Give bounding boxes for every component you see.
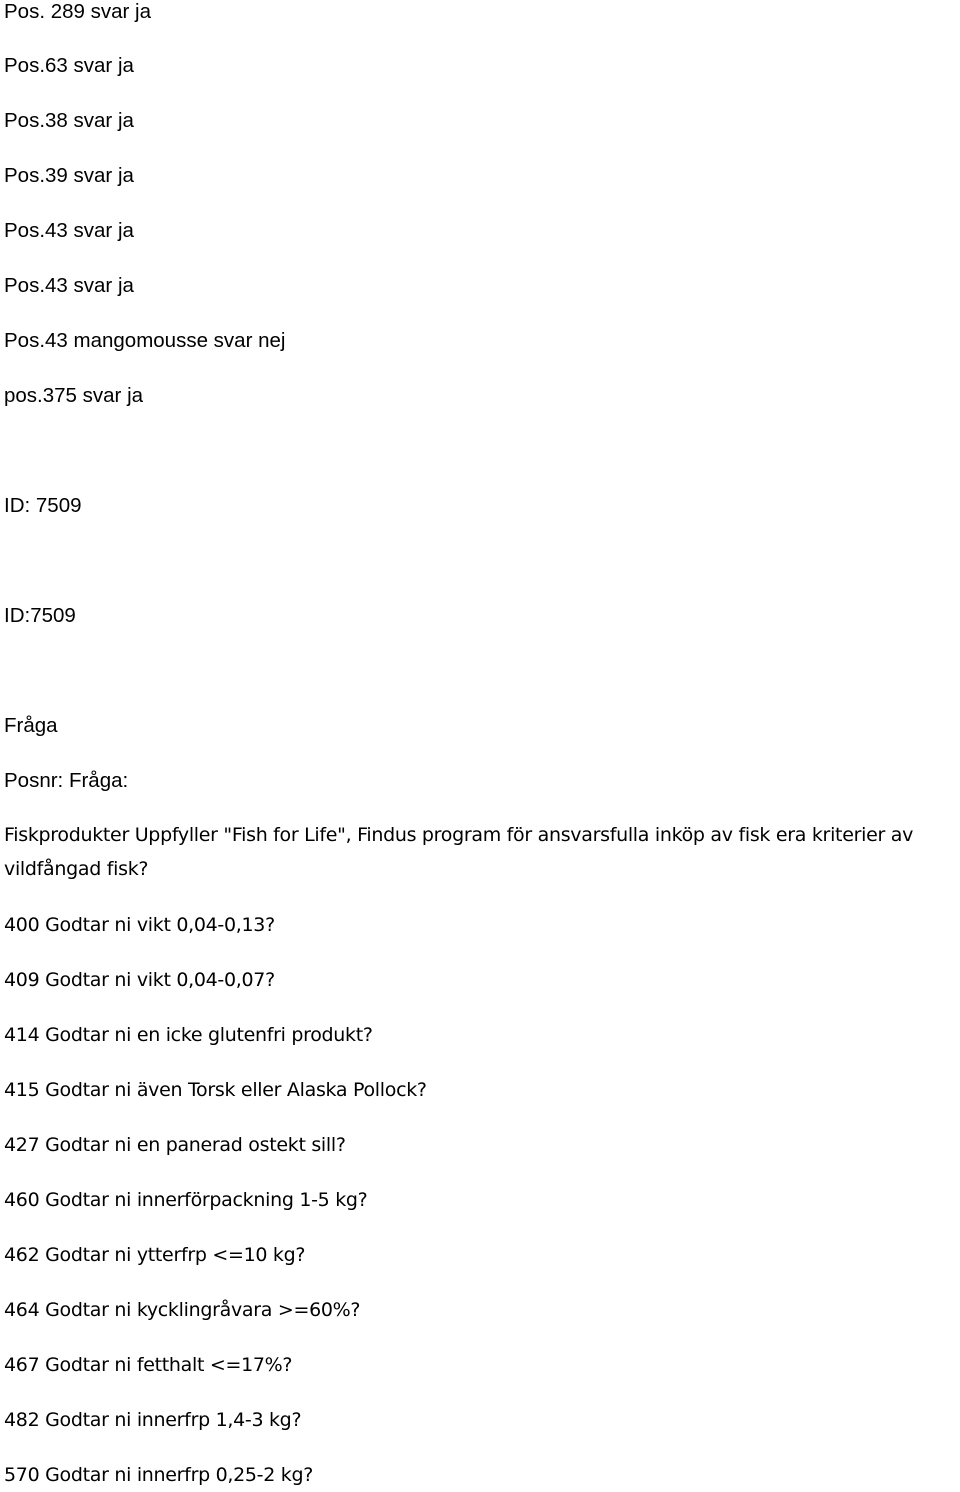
question-item: 409 Godtar ni vikt 0,04-0,07? xyxy=(4,969,275,991)
question-item: 467 Godtar ni fetthalt <=17%? xyxy=(4,1354,293,1376)
pos-line: Pos. 289 svar ja xyxy=(4,0,151,23)
question-heading: Fråga xyxy=(4,714,58,737)
question-item: 400 Godtar ni vikt 0,04-0,13? xyxy=(4,914,275,936)
pos-line: Pos.43 mangomousse svar nej xyxy=(4,329,286,352)
question-item: 427 Godtar ni en panerad ostekt sill? xyxy=(4,1134,346,1156)
id-line: ID:7509 xyxy=(4,604,76,627)
question-item: 462 Godtar ni ytterfrp <=10 kg? xyxy=(4,1244,306,1266)
posnr-label: Posnr: Fråga: xyxy=(4,769,129,792)
id-line: ID: 7509 xyxy=(4,494,82,517)
pos-line: pos.375 svar ja xyxy=(4,384,144,407)
pos-line: Pos.43 svar ja xyxy=(4,219,134,242)
pos-line: Pos.39 svar ja xyxy=(4,164,134,187)
question-item: 460 Godtar ni innerförpackning 1-5 kg? xyxy=(4,1189,368,1211)
question-item: 414 Godtar ni en icke glutenfri produkt? xyxy=(4,1024,373,1046)
main-question: Fiskprodukter Uppfyller "Fish for Life", Findus program för ansvarsfulla inköp av fisk era kriterier av vildfångad fisk? xyxy=(4,824,914,880)
question-item: 482 Godtar ni innerfrp 1,4-3 kg? xyxy=(4,1409,302,1431)
question-item: 464 Godtar ni kycklingråvara >=60%? xyxy=(4,1299,361,1321)
question-item: 570 Godtar ni innerfrp 0,25-2 kg? xyxy=(4,1464,314,1486)
pos-line: Pos.63 svar ja xyxy=(4,54,134,77)
pos-line: Pos.38 svar ja xyxy=(4,109,134,132)
question-item: 415 Godtar ni även Torsk eller Alaska Pollock? xyxy=(4,1079,427,1101)
pos-line: Pos.43 svar ja xyxy=(4,274,134,297)
